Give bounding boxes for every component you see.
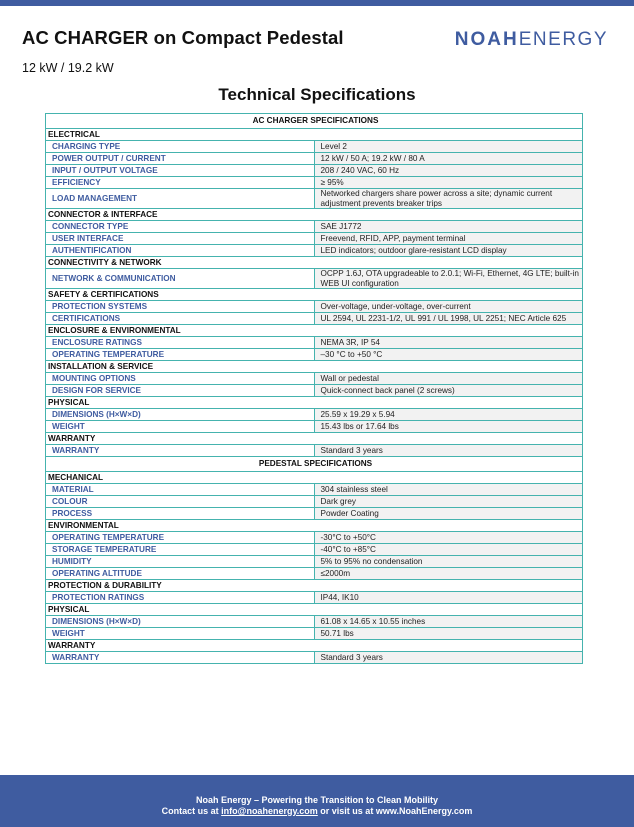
spec-value: –30 °C to +50 °C (314, 349, 583, 361)
footer-email-link[interactable]: info@noahenergy.com (221, 806, 318, 816)
table-row (46, 445, 583, 457)
section-name: ENCLOSURE & ENVIRONMENTAL (46, 325, 583, 337)
table-row (46, 556, 583, 568)
spec-value: UL 2594, UL 2231-1/2, UL 991 / UL 1998, UL 2251; NEC Article 625 (314, 313, 583, 325)
spec-label: WEIGHT (46, 628, 315, 640)
spec-label: WEIGHT (46, 421, 315, 433)
spec-label: MOUNTING OPTIONS (46, 373, 315, 385)
section-row (46, 640, 583, 652)
section-name: PROTECTION & DURABILITY (46, 580, 583, 592)
section-row (46, 209, 583, 221)
spec-label: HUMIDITY (46, 556, 315, 568)
spec-label: OPERATING ALTITUDE (46, 568, 315, 580)
spec-value: SAE J1772 (314, 221, 583, 233)
spec-value: Dark grey (314, 496, 583, 508)
table-row (46, 592, 583, 604)
table-row (46, 616, 583, 628)
section-name: MECHANICAL (46, 472, 583, 484)
footer-contact (0, 806, 634, 816)
table-row (46, 165, 583, 177)
table-row (46, 508, 583, 520)
spec-label: NETWORK & COMMUNICATION (46, 269, 315, 289)
spec-value: IP44, IK10 (314, 592, 583, 604)
spec-label: AUTHENTIFICATION (46, 245, 315, 257)
section-name: CONNECTOR & INTERFACE (46, 209, 583, 221)
section-name: INSTALLATION & SERVICE (46, 361, 583, 373)
table-row (46, 421, 583, 433)
table-row (46, 544, 583, 556)
section-name: PHYSICAL (46, 397, 583, 409)
section-name: ENVIRONMENTAL (46, 520, 583, 532)
table-row (46, 496, 583, 508)
table-row (46, 373, 583, 385)
section-name: PHYSICAL (46, 604, 583, 616)
spec-label: USER INTERFACE (46, 233, 315, 245)
spec-value: 12 kW / 50 A; 19.2 kW / 80 A (314, 153, 583, 165)
section-row (46, 257, 583, 269)
spec-value: LED indicators; outdoor glare-resistant LCD display (314, 245, 583, 257)
spec-value: Wall or pedestal (314, 373, 583, 385)
table-row (46, 568, 583, 580)
spec-label: ENCLOSURE RATINGS (46, 337, 315, 349)
table-row (46, 409, 583, 421)
table-row (46, 153, 583, 165)
table-title-row (46, 114, 583, 129)
spec-table-body (46, 114, 583, 664)
section-row (46, 397, 583, 409)
spec-label: DESIGN FOR SERVICE (46, 385, 315, 397)
spec-label: MATERIAL (46, 484, 315, 496)
spec-value: 15.43 lbs or 17.64 lbs (314, 421, 583, 433)
spec-value: Standard 3 years (314, 445, 583, 457)
section-name: WARRANTY (46, 640, 583, 652)
spec-value: Quick-connect back panel (2 screws) (314, 385, 583, 397)
table-row (46, 233, 583, 245)
logo-bold-text: NOAH (454, 29, 519, 50)
spec-label: PROCESS (46, 508, 315, 520)
spec-label: CONNECTOR TYPE (46, 221, 315, 233)
section-name: WARRANTY (46, 433, 583, 445)
table-row (46, 313, 583, 325)
section-row (46, 433, 583, 445)
spec-label: DIMENSIONS (H×W×D) (46, 409, 315, 421)
section-row (46, 472, 583, 484)
spec-label: PROTECTION RATINGS (46, 592, 315, 604)
table-row (46, 141, 583, 153)
spec-value: 50.71 lbs (314, 628, 583, 640)
table-row (46, 189, 583, 209)
spec-label: OPERATING TEMPERATURE (46, 532, 315, 544)
logo-light-text: ENERGY (518, 29, 608, 50)
table-title: AC CHARGER SPECIFICATIONS (46, 114, 583, 129)
spec-label: COLOUR (46, 496, 315, 508)
spec-value: Powder Coating (314, 508, 583, 520)
table-row (46, 484, 583, 496)
spec-value: Networked chargers share power across a site; dynamic current adjustment prevents breaker trips (314, 189, 583, 209)
spec-table (45, 113, 583, 664)
spec-value: Standard 3 years (314, 652, 583, 664)
spec-value: ≥ 95% (314, 177, 583, 189)
footer (0, 775, 634, 827)
spec-value: Over-voltage, under-voltage, over-current (314, 301, 583, 313)
section-name: SAFETY & CERTIFICATIONS (46, 289, 583, 301)
spec-label: CERTIFICATIONS (46, 313, 315, 325)
section-heading: Technical Specifications (218, 85, 416, 104)
section-row (46, 580, 583, 592)
table-row (46, 245, 583, 257)
spec-value: 5% to 95% no condensation (314, 556, 583, 568)
spec-value: ≤2000m (314, 568, 583, 580)
table-row (46, 532, 583, 544)
table-row (46, 385, 583, 397)
spec-value: 208 / 240 VAC, 60 Hz (314, 165, 583, 177)
spec-label: EFFICIENCY (46, 177, 315, 189)
spec-value: 25.59 x 19.29 x 5.94 (314, 409, 583, 421)
section-row (46, 604, 583, 616)
table-row (46, 628, 583, 640)
spec-value: -40°C to +85°C (314, 544, 583, 556)
table-row (46, 349, 583, 361)
table-title: PEDESTAL SPECIFICATIONS (46, 457, 583, 472)
section-row (46, 325, 583, 337)
table-row (46, 269, 583, 289)
spec-value: Level 2 (314, 141, 583, 153)
spec-label: WARRANTY (46, 445, 315, 457)
document-title: AC CHARGER on Compact Pedestal (22, 27, 344, 48)
spec-value: 304 stainless steel (314, 484, 583, 496)
table-row (46, 652, 583, 664)
spec-label: INPUT / OUTPUT VOLTAGE (46, 165, 315, 177)
spec-label: LOAD MANAGEMENT (46, 189, 315, 209)
spec-value: Freevend, RFID, APP, payment terminal (314, 233, 583, 245)
table-row (46, 301, 583, 313)
spec-value: OCPP 1.6J, OTA upgradeable to 2.0.1; Wi-Fi, Ethernet, 4G LTE; built-in WEB UI configuration (314, 269, 583, 289)
footer-contact-suffix: or visit us at www.NoahEnergy.com (317, 806, 473, 816)
noah-energy-logo (455, 29, 608, 51)
section-row (46, 361, 583, 373)
spec-label: WARRANTY (46, 652, 315, 664)
document-subtitle: 12 kW / 19.2 kW (22, 61, 114, 75)
footer-contact-prefix: Contact us at (161, 806, 222, 816)
spec-value: 61.08 x 14.65 x 10.55 inches (314, 616, 583, 628)
table-row (46, 221, 583, 233)
section-row (46, 520, 583, 532)
spec-label: CHARGING TYPE (46, 141, 315, 153)
spec-label: PROTECTION SYSTEMS (46, 301, 315, 313)
spec-value: NEMA 3R, IP 54 (314, 337, 583, 349)
table-row (46, 177, 583, 189)
table-title-row (46, 457, 583, 472)
spec-value: -30°C to +50°C (314, 532, 583, 544)
spec-label: POWER OUTPUT / CURRENT (46, 153, 315, 165)
footer-tagline: Noah Energy – Powering the Transition to Clean Mobility (195, 795, 439, 805)
table-row (46, 337, 583, 349)
spec-label: DIMENSIONS (H×W×D) (46, 616, 315, 628)
spec-label: STORAGE TEMPERATURE (46, 544, 315, 556)
section-row (46, 289, 583, 301)
section-name: CONNECTIVITY & NETWORK (46, 257, 583, 269)
section-row (46, 129, 583, 141)
spec-label: OPERATING TEMPERATURE (46, 349, 315, 361)
section-name: ELECTRICAL (46, 129, 583, 141)
top-accent-bar (0, 0, 634, 6)
